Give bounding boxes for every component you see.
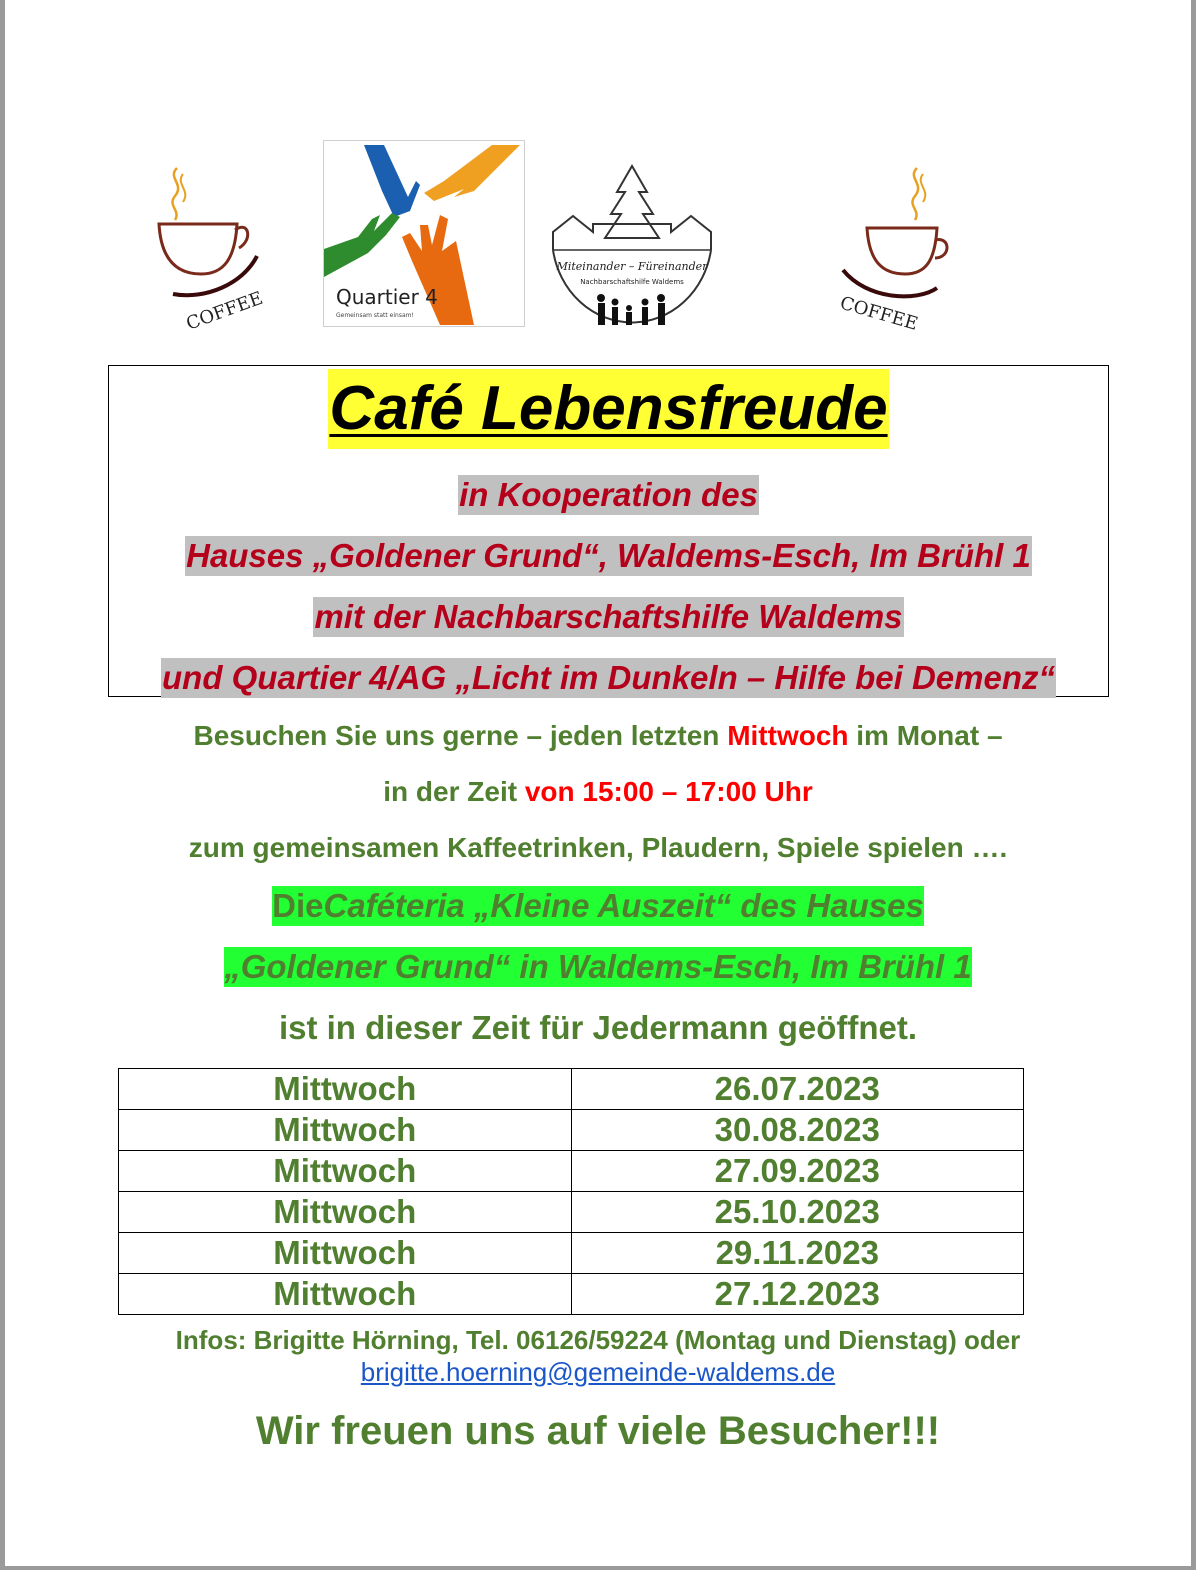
closing-text: Wir freuen uns auf viele Besucher!!! xyxy=(255,1409,941,1453)
visit-weekday: Mittwoch xyxy=(727,720,849,751)
visit-text-c: im Monat – xyxy=(848,720,1003,751)
nachbarschaft-label: Miteinander – Füreinander xyxy=(556,260,708,273)
nachbarschaftshilfe-logo xyxy=(547,162,717,340)
quartier-label: Quartier 4 xyxy=(336,285,438,309)
quartier-sublabel: Gemeinsam statt einsam! xyxy=(336,312,414,319)
date-cell: 26.07.2023 xyxy=(571,1069,1024,1110)
cafeteria-line-1 xyxy=(5,886,1191,926)
cooperation-line-2: Hauses „Goldener Grund“, Waldems-Esch, Im Brühl 1 xyxy=(186,537,1031,574)
activities-text: zum gemeinsamen Kaffeetrinken, Plaudern, Spiele spielen …. xyxy=(188,832,1008,863)
table-row xyxy=(119,1069,1024,1110)
time-range: von 15:00 – 17:00 Uhr xyxy=(524,776,813,807)
table-row xyxy=(119,1233,1024,1274)
date-cell: 27.12.2023 xyxy=(571,1274,1024,1315)
cafeteria-line-2: „Goldener Grund“ in Waldems-Esch, Im Brühl 1 xyxy=(224,948,972,985)
table-row xyxy=(119,1110,1024,1151)
email-link[interactable]: brigitte.hoerning@gemeinde-waldems.de xyxy=(360,1357,836,1387)
weekday-cell: Mittwoch xyxy=(119,1069,572,1110)
date-cell: 27.09.2023 xyxy=(571,1151,1024,1192)
date-cell: 30.08.2023 xyxy=(571,1110,1024,1151)
weekday-cell: Mittwoch xyxy=(119,1192,572,1233)
coffee-cup-left-logo xyxy=(145,160,275,340)
title-box xyxy=(108,365,1109,697)
weekday-cell: Mittwoch xyxy=(119,1110,572,1151)
nachbarschaft-sublabel: Nachbarschaftshilfe Waldems xyxy=(580,278,684,286)
page-title: Café Lebensfreude xyxy=(328,369,888,449)
visit-invitation xyxy=(5,718,1191,754)
date-cell: 29.11.2023 xyxy=(571,1233,1024,1274)
table-row xyxy=(119,1274,1024,1315)
date-cell: 25.10.2023 xyxy=(571,1192,1024,1233)
cooperation-line-3: mit der Nachbarschaftshilfe Waldems xyxy=(314,598,903,635)
coffee-right-label: COFFEE xyxy=(837,292,921,335)
weekday-cell: Mittwoch xyxy=(119,1151,572,1192)
quartier-4-logo xyxy=(323,140,525,327)
weekday-cell: Mittwoch xyxy=(119,1233,572,1274)
flyer-page xyxy=(5,0,1191,1566)
cooperation-line-1: in Kooperation des xyxy=(459,476,758,513)
table-row xyxy=(119,1151,1024,1192)
time-text-a: in der Zeit xyxy=(383,776,525,807)
coffee-left-label: COFFEE xyxy=(183,287,266,335)
weekday-cell: Mittwoch xyxy=(119,1274,572,1315)
cafeteria-text-a: Die xyxy=(272,887,324,924)
cooperation-line-4: und Quartier 4/AG „Licht im Dunkeln – Hilfe bei Demenz“ xyxy=(162,659,1055,696)
dates-table xyxy=(118,1068,1024,1315)
table-row xyxy=(119,1192,1024,1233)
open-text: ist in dieser Zeit für Jedermann geöffnet. xyxy=(278,1009,918,1046)
visit-time xyxy=(5,774,1191,810)
cafeteria-text-b: Caféteria „Kleine Auszeit“ des Hauses xyxy=(323,887,924,924)
coffee-cup-right-logo xyxy=(827,162,957,340)
visit-text-a: Besuchen Sie uns gerne – jeden letzten xyxy=(193,720,728,751)
info-text: Infos: Brigitte Hörning, Tel. 06126/59224 (Montag und Dienstag) oder xyxy=(175,1325,1021,1355)
